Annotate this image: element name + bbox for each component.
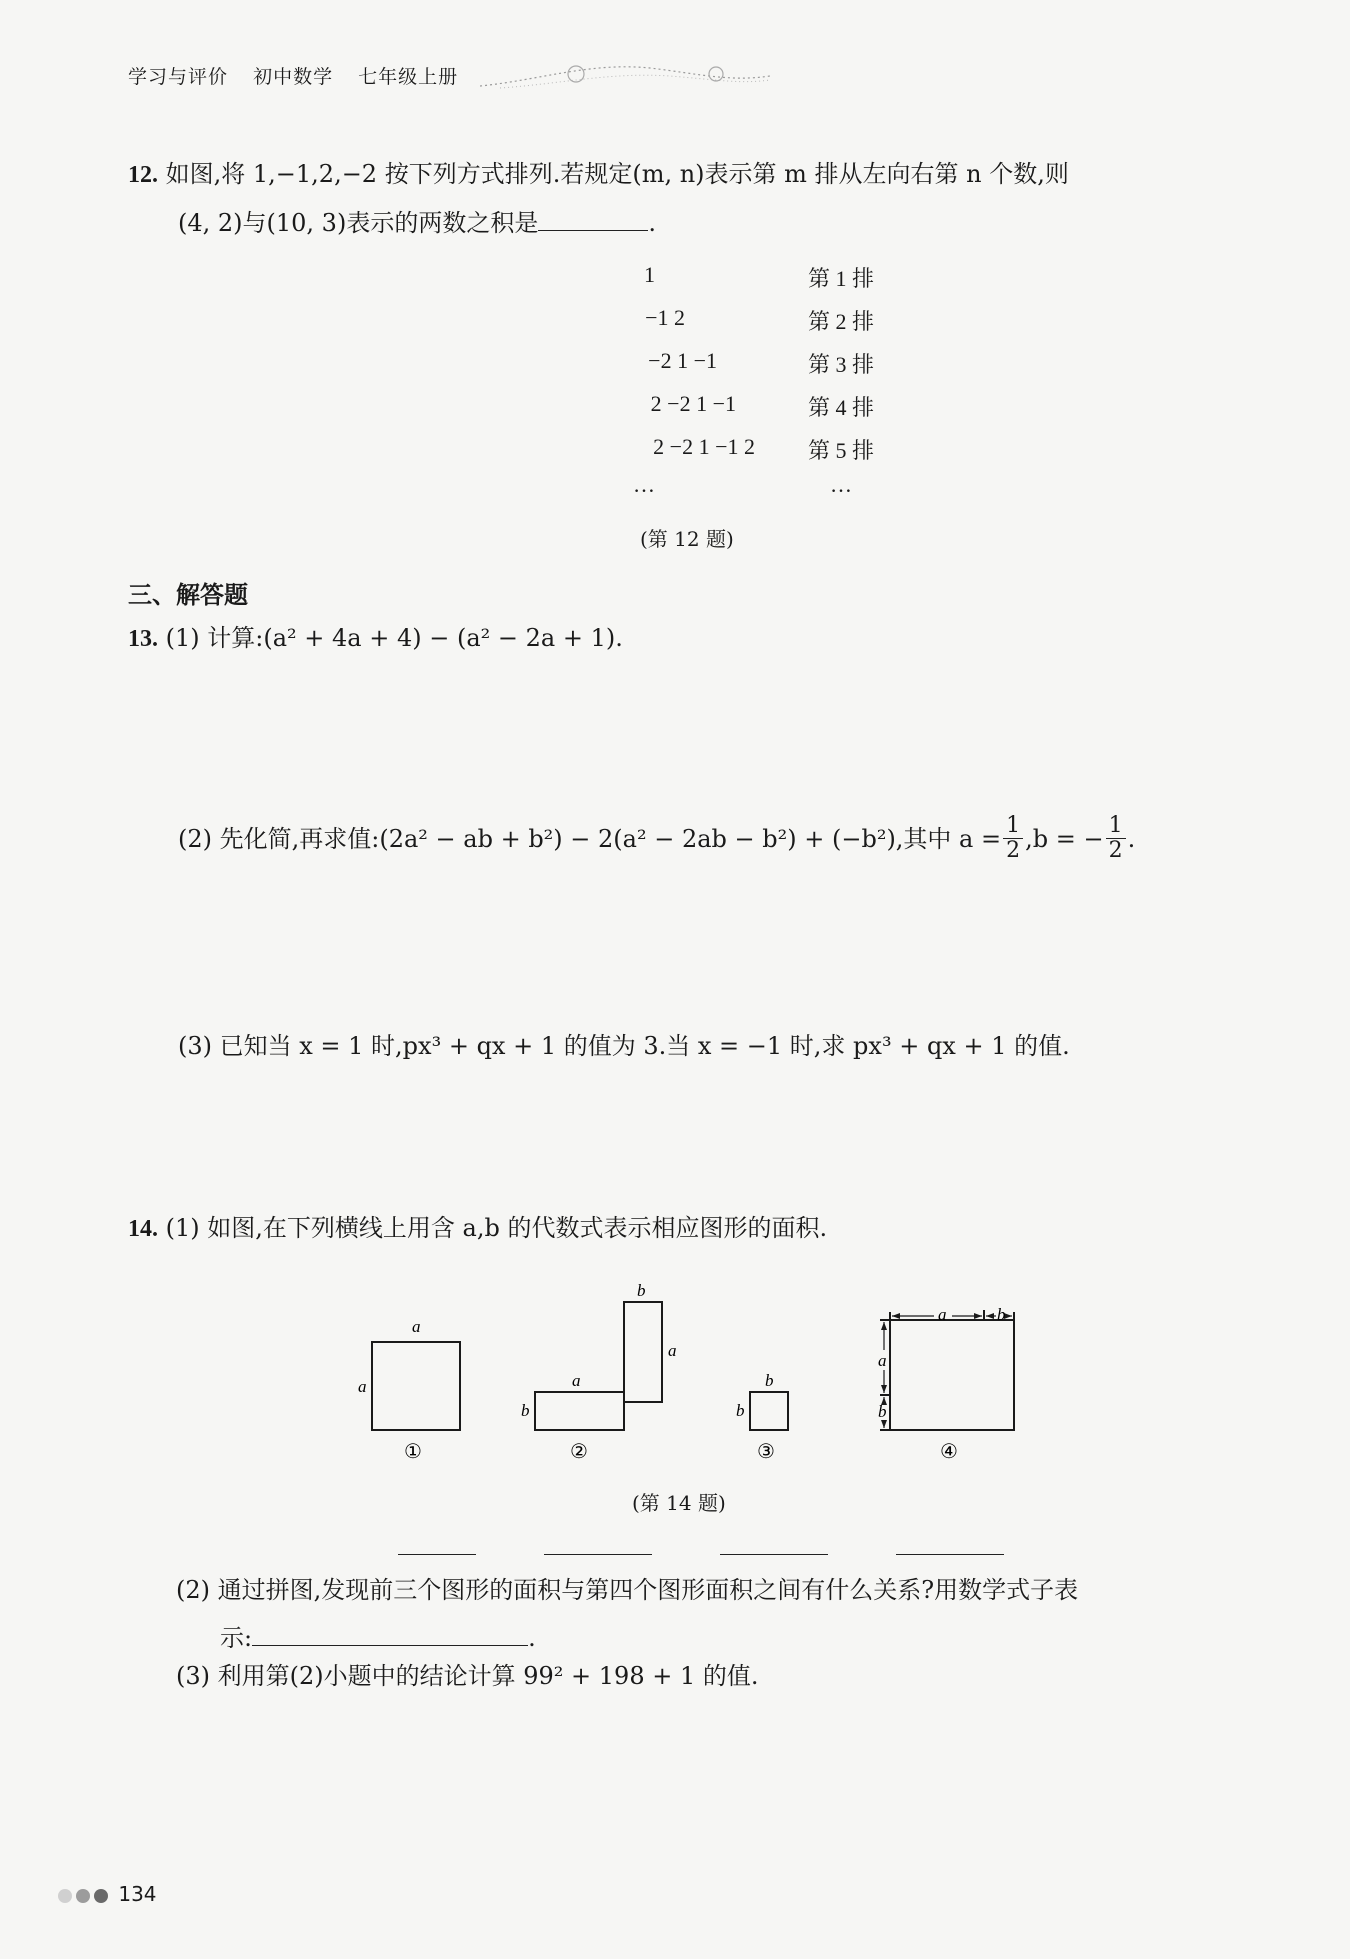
row-label: 第 4 排 bbox=[808, 395, 875, 420]
row-label: 第 5 排 bbox=[808, 438, 875, 463]
question-number: 12. bbox=[128, 162, 158, 188]
footer-dot-icon bbox=[76, 1889, 90, 1903]
q12-line2: (4, 2)与(10, 3)表示的两数之积是 bbox=[178, 209, 539, 237]
label-b: b bbox=[878, 1402, 887, 1421]
footer-dot-icon bbox=[94, 1889, 108, 1903]
header-book: 学习与评价 bbox=[128, 66, 229, 88]
label-a: a bbox=[668, 1341, 677, 1360]
answer-blank-figure-3[interactable] bbox=[720, 1538, 828, 1555]
q13-p2-label: (2) 先化简,再求值: bbox=[178, 824, 380, 853]
figure-number-4: ④ bbox=[940, 1439, 958, 1463]
q13-p1-label: (1) 计算: bbox=[165, 624, 264, 652]
answer-blank-figure-2[interactable] bbox=[544, 1538, 652, 1555]
fraction-numerator: 1 bbox=[1003, 814, 1023, 839]
q12-line1: 如图,将 1,−1,2,−2 按下列方式排列.若规定(m, n)表示第 m 排从左向右第 n 个数,则 bbox=[165, 160, 1069, 188]
triangle-ellipsis: … bbox=[633, 472, 655, 497]
question-14-part-3: (3) 利用第(2)小题中的结论计算 99² + 198 + 1 的值. bbox=[176, 1662, 759, 1690]
figure-number-3: ③ bbox=[757, 1439, 775, 1463]
footer-dot-icon bbox=[58, 1889, 72, 1903]
question-12 bbox=[128, 150, 1258, 247]
section-title: 三、解答题 bbox=[128, 581, 248, 609]
label-b: b bbox=[736, 1401, 745, 1420]
question-14-part-2 bbox=[176, 1566, 1276, 1662]
figure-3-square bbox=[750, 1392, 788, 1430]
fraction-a bbox=[1003, 814, 1023, 863]
label-a: a bbox=[878, 1351, 887, 1370]
question-number: 13. bbox=[128, 626, 158, 652]
figure-4-square bbox=[890, 1320, 1014, 1430]
q14-p1-text: (1) 如图,在下列横线上用含 a,b 的代数式表示相应图形的面积. bbox=[165, 1214, 828, 1242]
answer-blank-figure-4[interactable] bbox=[896, 1538, 1004, 1555]
label-b: b bbox=[521, 1401, 530, 1420]
answer-blank[interactable] bbox=[538, 206, 648, 231]
triangle-row: −1 2 bbox=[645, 305, 685, 330]
q14-p2-line1: (2) 通过拼图,发现前三个图形的面积与第四个图形面积之间有什么关系?用数学式子表 bbox=[176, 1576, 1079, 1604]
header-level: 初中数学 bbox=[253, 66, 334, 88]
label-a: a bbox=[412, 1317, 421, 1336]
q14-p2-period: . bbox=[528, 1624, 536, 1652]
q13-p2-expression: (2a² − ab + b²) − 2(a² − 2ab − b²) + (−b²),其中 a = bbox=[379, 824, 1002, 853]
q13-p2-end: . bbox=[1127, 824, 1136, 853]
figure-caption: (第 14 题) bbox=[632, 1491, 726, 1515]
figure-1-square bbox=[372, 1342, 460, 1430]
q14-p2-line2: 示: bbox=[220, 1624, 253, 1652]
area-figures bbox=[350, 1280, 1050, 1480]
question-13-part-3: (3) 已知当 x = 1 时,px³ + qx + 1 的值为 3.当 x = −1 时,求 px³ + qx + 1 的值. bbox=[178, 1032, 1070, 1060]
figure-number-2: ② bbox=[570, 1439, 588, 1463]
fraction-b bbox=[1106, 814, 1126, 863]
q12-period: . bbox=[648, 209, 656, 237]
label-a: a bbox=[358, 1377, 367, 1396]
label-b: b bbox=[765, 1371, 774, 1390]
row-label: 第 3 排 bbox=[808, 352, 875, 377]
figure-number-1: ① bbox=[404, 1439, 422, 1463]
header-grade: 七年级上册 bbox=[358, 66, 459, 88]
label-b: b bbox=[637, 1281, 646, 1300]
q13-p1-expression: (a² + 4a + 4) − (a² − 2a + 1). bbox=[263, 624, 623, 652]
question-14-part-1 bbox=[128, 1204, 827, 1253]
answer-blank-figure-1[interactable] bbox=[398, 1538, 476, 1555]
running-header bbox=[128, 62, 476, 89]
row-label: 第 2 排 bbox=[808, 309, 875, 334]
label-a: a bbox=[572, 1371, 581, 1390]
fraction-denominator: 2 bbox=[1006, 838, 1021, 864]
fraction-numerator: 1 bbox=[1106, 814, 1126, 839]
label-b: b bbox=[997, 1305, 1006, 1324]
figure-caption: (第 12 题) bbox=[640, 527, 734, 551]
question-13-part-2 bbox=[178, 814, 1135, 863]
triangle-row: 1 bbox=[644, 262, 655, 287]
triangle-row: 2 −2 1 −1 2 bbox=[653, 434, 755, 459]
page-number: 134 bbox=[118, 1882, 157, 1906]
figure-2-horizontal-rect bbox=[535, 1392, 624, 1430]
page-footer bbox=[58, 1882, 157, 1906]
figure-2-vertical-rect bbox=[624, 1302, 662, 1402]
header-decoration-icon bbox=[480, 54, 770, 94]
label-a: a bbox=[938, 1305, 947, 1324]
q13-p2-mid: ,b = − bbox=[1025, 824, 1104, 853]
triangle-row: −2 1 −1 bbox=[648, 348, 717, 373]
fraction-denominator: 2 bbox=[1108, 838, 1123, 864]
answer-blank-relation[interactable] bbox=[252, 1621, 528, 1646]
label-ellipsis: … bbox=[830, 472, 852, 497]
question-number: 14. bbox=[128, 1216, 158, 1242]
row-label: 第 1 排 bbox=[808, 266, 875, 291]
triangle-row: 2 −2 1 −1 bbox=[650, 391, 736, 416]
question-13-part-1 bbox=[128, 614, 623, 663]
